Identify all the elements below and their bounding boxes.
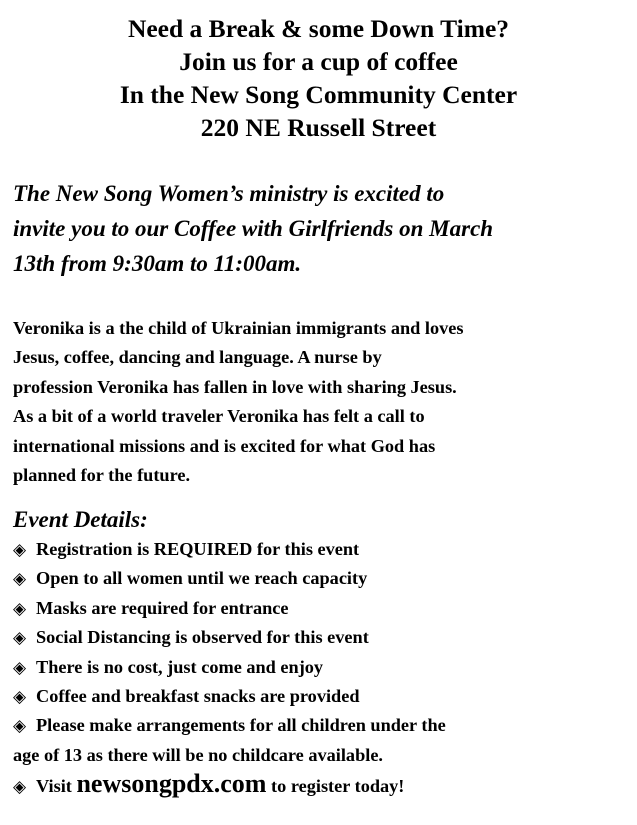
list-item-text: Masks are required for entrance — [36, 597, 289, 618]
bio-line-2: Jesus, coffee, dancing and language. A nurse by — [13, 347, 382, 368]
speaker-bio — [13, 314, 633, 490]
visit-prefix: Visit — [36, 776, 72, 796]
list-item-text: Please make arrangements for all children under the — [36, 715, 446, 736]
flyer-header — [0, 12, 637, 144]
list-item — [13, 653, 633, 682]
header-line-4: 220 NE Russell Street — [200, 113, 437, 142]
diamond-bullet-icon: ◈ — [13, 540, 27, 560]
list-item-text: Coffee and breakfast snacks are provided — [36, 686, 360, 707]
bio-line-1: Veronika is a the child of Ukrainian immigrants and loves — [13, 318, 464, 338]
intro-paragraph — [13, 176, 633, 281]
diamond-bullet-icon: ◈ — [13, 569, 27, 590]
bio-line-6: planned for the future. — [13, 465, 191, 486]
header-line-1: Need a Break & some Down Time? — [127, 14, 510, 43]
list-item — [13, 564, 633, 593]
list-item — [13, 711, 633, 740]
diamond-bullet-icon: ◈ — [13, 628, 27, 649]
diamond-bullet-icon: ◈ — [13, 716, 27, 737]
diamond-bullet-icon: ◈ — [13, 657, 27, 678]
list-item — [13, 535, 633, 564]
list-item-text: Registration is REQUIRED for this event — [36, 539, 360, 559]
list-item-continuation: age of 13 as there will be no childcare available. — [13, 744, 383, 765]
list-item-text: Social Distancing is observed for this event — [36, 627, 369, 648]
intro-line-2: invite you to our Coffee with Girlfriends on March — [13, 216, 494, 241]
diamond-bullet-icon: ◈ — [13, 598, 27, 619]
list-item — [13, 682, 633, 711]
diamond-bullet-icon: ◈ — [13, 777, 27, 797]
list-item-text: There is no cost, just come and enjoy — [36, 656, 324, 677]
list-item — [13, 594, 633, 623]
header-line-2: Join us for a cup of coffee — [179, 47, 458, 76]
list-item — [13, 623, 633, 652]
intro-line-3: 13th from 9:30am to 11:00am. — [13, 251, 302, 276]
list-item-text: Open to all women until we reach capacity — [36, 568, 368, 589]
website-link[interactable]: newsongpdx.com — [76, 769, 267, 798]
visit-suffix: to register today! — [271, 776, 405, 796]
bio-line-3: profession Veronika has fallen in love with sharing Jesus. — [13, 376, 457, 397]
bio-line-4: As a bit of a world traveler Veronika has felt a call to — [13, 406, 425, 427]
event-details-list — [13, 535, 633, 769]
bio-line-5: international missions and is excited for what God has — [13, 435, 436, 456]
event-details-heading: Event Details: — [13, 507, 148, 532]
visit-line — [13, 766, 404, 805]
diamond-bullet-icon: ◈ — [13, 687, 27, 708]
intro-line-1: The New Song Women’s ministry is excited to — [13, 181, 445, 206]
header-line-3: In the New Song Community Center — [119, 80, 518, 109]
